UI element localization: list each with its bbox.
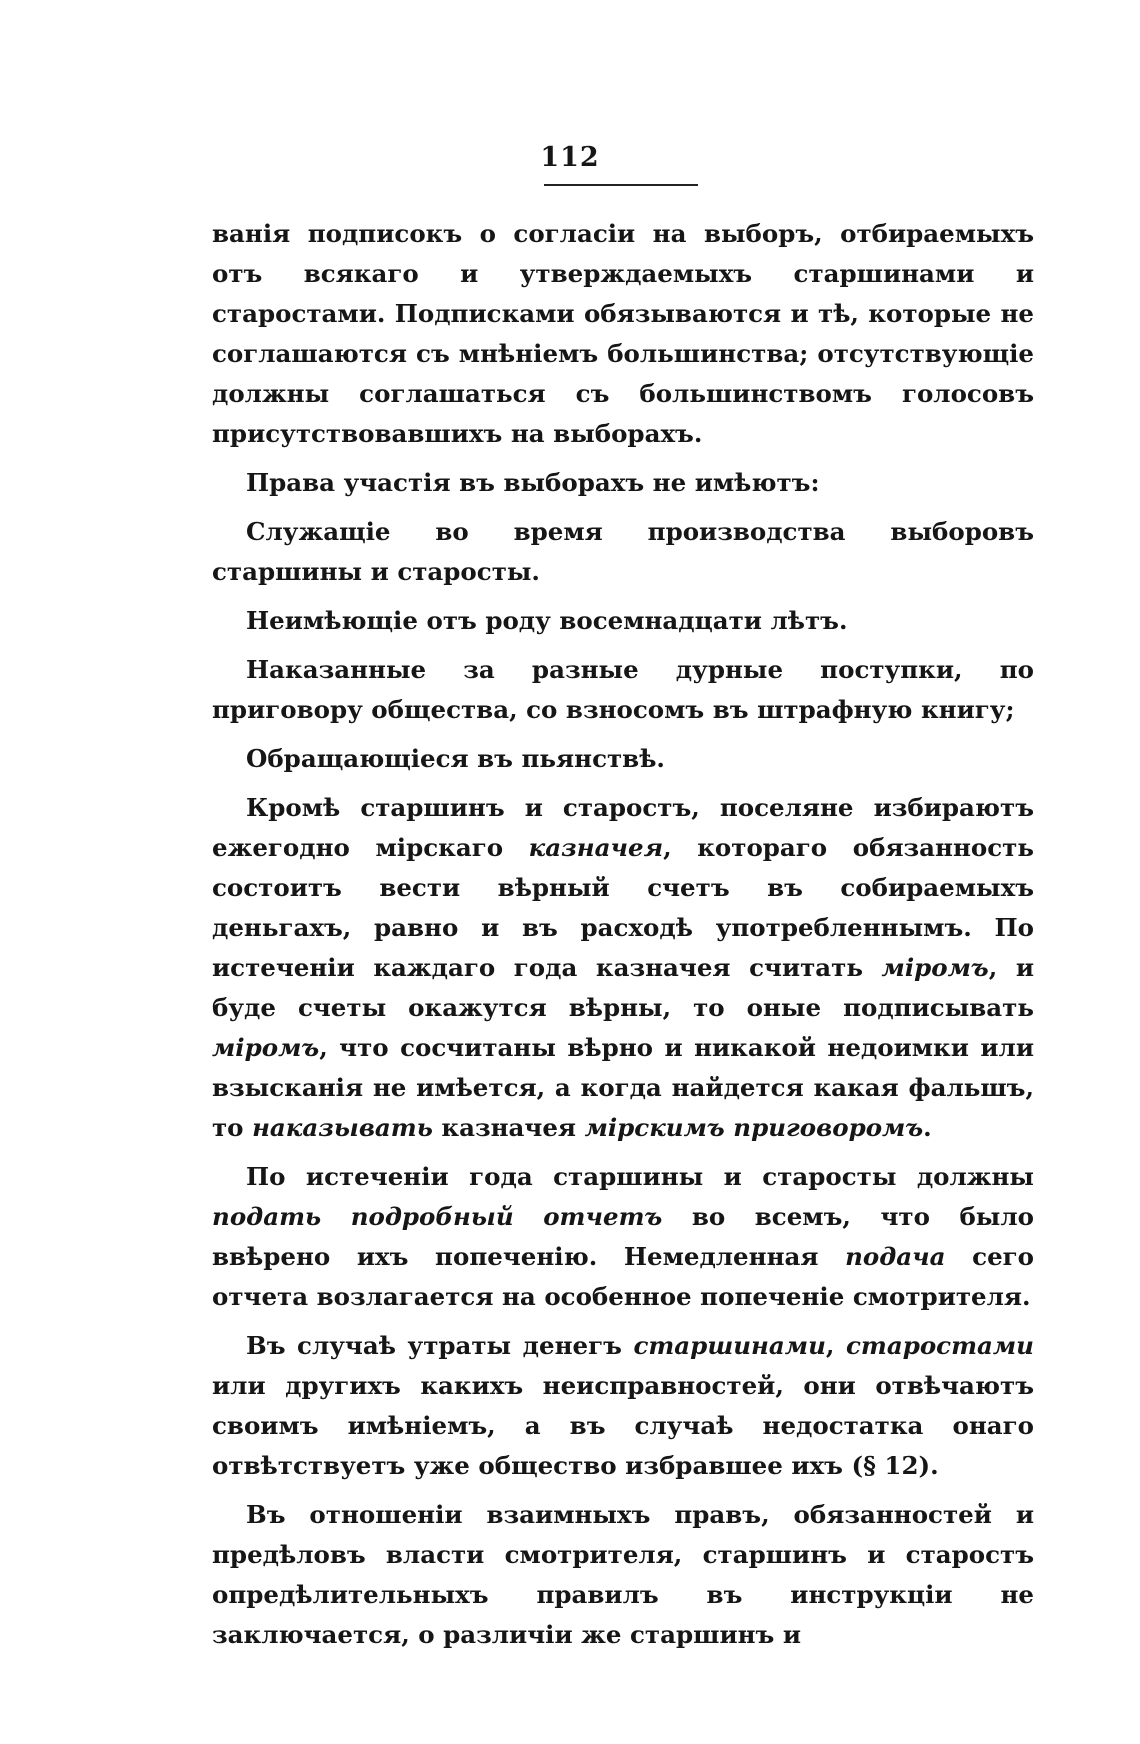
text-run: Обращающіеся въ пьянствѣ. [246, 744, 665, 773]
text-run: Права участія въ выборахъ не имѣютъ: [246, 468, 820, 497]
paragraph-voting-rights [212, 463, 1034, 503]
header-rule [544, 184, 698, 186]
emphasis: старостами [845, 1331, 1034, 1360]
emphasis: мірскимъ приговоромъ [584, 1113, 924, 1142]
text-run: Кромѣ старшинъ и старостъ, поселяне избираютъ ежегодно мірскаго [212, 793, 1034, 862]
page-number: 112 [540, 142, 600, 173]
text-run: По истеченіи года старшины и старосты должны [246, 1162, 1034, 1191]
emphasis: подача [845, 1242, 946, 1271]
text-run: , что сосчитаны вѣрно и никакой недоимки или взысканія не имѣется, а когда найдется какая фальшъ, то [212, 1033, 1034, 1142]
text-run: Неимѣющіе отъ роду восемнадцати лѣтъ. [246, 606, 848, 635]
text-run: Въ случаѣ утраты денегъ [246, 1331, 634, 1360]
paragraph-loss [212, 1326, 1034, 1486]
emphasis: наказывать [252, 1113, 433, 1142]
paragraph-report [212, 1157, 1034, 1317]
text-run: во всемъ, что было ввѣрено ихъ попеченію. Немедленная [212, 1202, 1034, 1271]
paragraph-continuation [212, 214, 1034, 454]
list-item-officials [212, 512, 1034, 592]
emphasis: міромъ [212, 1033, 320, 1062]
text-run: , и буде счеты окажутся вѣрны, то оные подписывать [212, 953, 1034, 1022]
emphasis: старшинами [633, 1331, 826, 1360]
text-run: Служащіе во время производства выборовъ старшины и старосты. [212, 517, 1034, 586]
text-run: ванія подписокъ о согласіи на выборъ, отбираемыхъ отъ всякаго и утверждаемыхъ старшинами и старостами. Подписками обязываются и тѣ, которые не соглашаются съ мнѣніемъ большинства; отсутствующіе должны соглашаться съ большинствомъ голосовъ присутствовавшихъ на выборахъ. [212, 219, 1034, 448]
body-text [212, 214, 1034, 1655]
paragraph-relations [212, 1495, 1034, 1655]
text-run: казначея [432, 1113, 585, 1142]
text-run: , котораго обязанность состоитъ вести вѣрный счетъ въ собираемыхъ деньгахъ, равно и въ расходѣ употребленнымъ. По истеченіи каждаго года казначея считать [212, 833, 1034, 982]
emphasis: міромъ [881, 953, 989, 982]
text-run: сего отчета возлагается на особенное попеченіе смотрителя. [212, 1242, 1035, 1311]
text-run: Въ отношеніи взаимныхъ правъ, обязанностей и предѣловъ власти смотрителя, старшинъ и старостъ опредѣлительныхъ правилъ въ инструкціи не заключается, о различіи же старшинъ и [212, 1500, 1034, 1649]
list-item-punished [212, 650, 1034, 730]
list-item-underage [212, 601, 1034, 641]
paragraph-treasurer [212, 788, 1034, 1148]
emphasis: казначея [528, 833, 664, 862]
list-item-drunkards [212, 739, 1034, 779]
emphasis: подать подробный отчетъ [212, 1202, 663, 1231]
text-run: Наказанные за разные дурные поступки, по приговору общества, со взносомъ въ штрафную книгу; [212, 655, 1034, 724]
text-run: . [923, 1113, 932, 1142]
text-run: , [825, 1331, 846, 1360]
text-run: или другихъ какихъ неисправностей, они отвѣчаютъ своимъ имѣніемъ, а въ случаѣ недостатка онаго отвѣтствуетъ уже общество избравшее ихъ (§ 12). [212, 1371, 1034, 1480]
